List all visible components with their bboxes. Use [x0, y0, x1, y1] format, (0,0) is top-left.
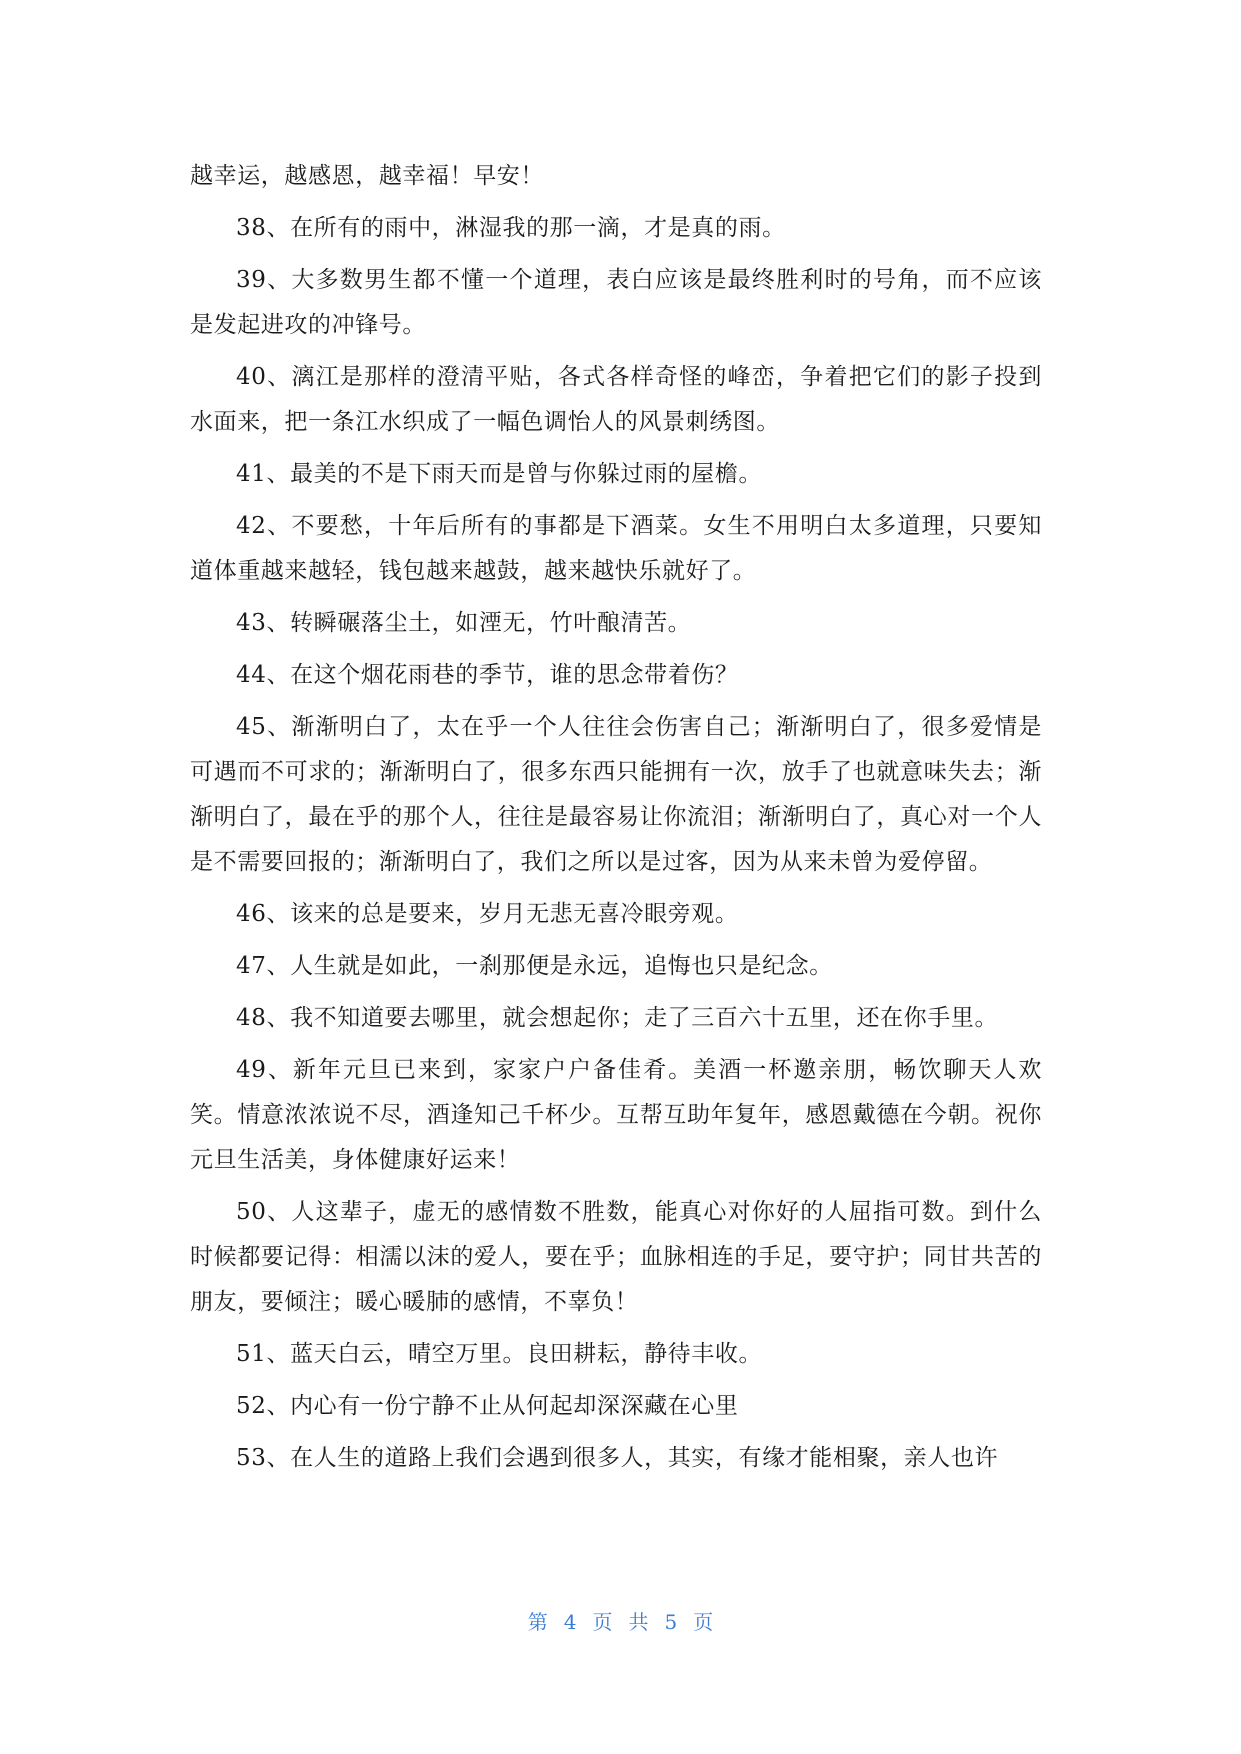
paragraph: 40、漓江是那样的澄清平贴，各式各样奇怪的峰峦，争着把它们的影子投到水面来，把一条江水织成了一幅色调怡人的风景刺绣图。: [190, 364, 1042, 435]
page-footer: [0, 1606, 1241, 1635]
paragraph: 越幸运，越感恩，越幸福！早安！: [190, 163, 544, 189]
paragraph: 42、不要愁，十年后所有的事都是下酒菜。女生不用明白太多道理，只要知道体重越来越轻，钱包越来越鼓，越来越快乐就好了。: [190, 513, 1042, 584]
paragraph: 48、我不知道要去哪里，就会想起你；走了三百六十五里，还在你手里。: [236, 1005, 999, 1031]
paragraph: 53、在人生的道路上我们会遇到很多人，其实，有缘才能相聚，亲人也许: [236, 1445, 999, 1471]
paragraph: 51、蓝天白云，晴空万里。良田耕耘，静待丰收。: [236, 1341, 763, 1367]
current-page-number: 4: [563, 1610, 577, 1634]
paragraph: 52、内心有一份宁静不止从何起却深深藏在心里: [236, 1393, 739, 1419]
paragraph: 46、该来的总是要来，岁月无悲无喜冷眼旁观。: [236, 901, 739, 927]
footer-word: 页: [693, 1610, 714, 1634]
paragraph: 43、转瞬碾落尘土，如湮无，竹叶酿清苦。: [236, 610, 692, 636]
paragraph: 49、新年元旦已来到，家家户户备佳肴。美酒一杯邀亲朋，畅饮聊天人欢笑。情意浓浓说不尽，酒逢知己千杯少。互帮互助年复年，感恩戴德在今朝。祝你元旦生活美，身体健康好运来！: [190, 1057, 1042, 1173]
paragraph: 38、在所有的雨中，淋湿我的那一滴，才是真的雨。: [236, 215, 786, 241]
footer-word: 第: [527, 1610, 548, 1634]
document-body: [190, 154, 1042, 1488]
footer-word: 页: [592, 1610, 613, 1634]
paragraph: 45、渐渐明白了，太在乎一个人往往会伤害自己；渐渐明白了，很多爱情是可遇而不可求的；渐渐明白了，很多东西只能拥有一次，放手了也就意味失去；渐渐明白了，最在乎的那个人，往往是最容易让你流泪；渐渐明白了，真心对一个人是不需要回报的；渐渐明白了，我们之所以是过客，因为从来未曾为爱停留。: [190, 714, 1042, 875]
total-pages-number: 5: [664, 1610, 678, 1634]
paragraph: 47、人生就是如此，一刹那便是永远，追悔也只是纪念。: [236, 953, 833, 979]
paragraph: 41、最美的不是下雨天而是曾与你躲过雨的屋檐。: [236, 461, 763, 487]
paragraph: 50、人这辈子，虚无的感情数不胜数，能真心对你好的人屈指可数。到什么时候都要记得：相濡以沫的爱人，要在乎；血脉相连的手足，要守护；同甘共苦的朋友，要倾注；暖心暖肺的感情，不辜负！: [190, 1199, 1042, 1315]
paragraph: 39、大多数男生都不懂一个道理，表白应该是最终胜利时的号角，而不应该是发起进攻的冲锋号。: [190, 267, 1042, 338]
paragraph: 44、在这个烟花雨巷的季节，谁的思念带着伤？: [236, 662, 739, 688]
footer-word: 共: [628, 1610, 649, 1634]
